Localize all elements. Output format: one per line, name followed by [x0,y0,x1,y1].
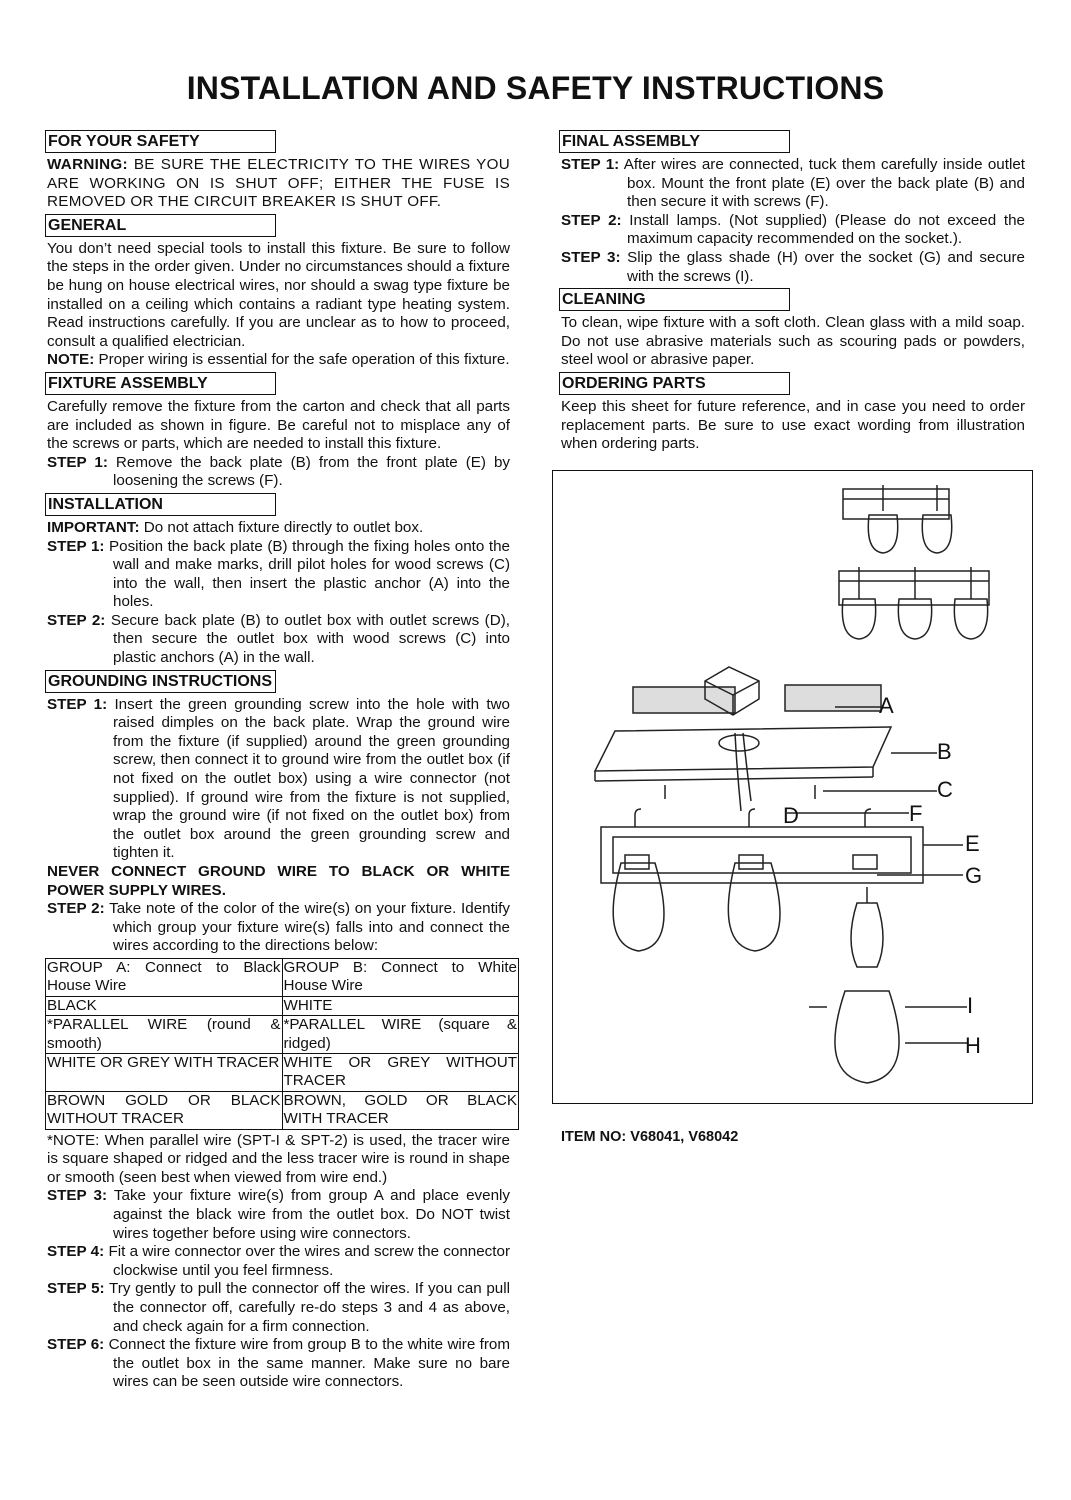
section-heading-installation: INSTALLATION [45,493,276,516]
table-cell: *PARALLEL WIRE (square & ridged) [283,1016,517,1052]
important-label: IMPORTANT: [47,518,140,536]
section-heading-cleaning: CLEANING [559,288,790,311]
step-text: Secure back plate (B) to outlet box with outlet screws (D), then secure the outlet box with wood screws (C) into plastic anchors (A) in the wall. [105,611,510,667]
warning-label: WARNING: [47,156,128,173]
section-heading-general: GENERAL [45,214,276,237]
table-cell: GROUP B: Connect to White House Wire [283,958,517,995]
label-g: G [965,863,983,888]
wire-group-table [45,958,519,1130]
page-title: INSTALLATION AND SAFETY INSTRUCTIONS [186,70,885,106]
grounding-step-4 [47,1243,510,1280]
step-label: STEP 1: [561,156,620,173]
note-text: Proper wiring is essential for the safe operation of this fixture. [94,351,510,369]
section-heading-safety: FOR YOUR SAFETY [45,130,276,153]
three-light-fixture-icon [839,567,989,639]
step-label: STEP 1: [47,537,105,555]
table-cell: BLACK [46,996,283,1015]
table-row [46,1016,519,1054]
bulb-icon [851,903,883,967]
table-cell: BROWN, GOLD OR BLACK WITH TRACER [283,1091,517,1128]
final-assembly-step-2 [561,212,1025,249]
warning-text: BE SURE THE ELECTRICITY TO THE WIRES YOU ARE WORKING ON IS SHUT OFF; EITHER THE FUSE IS REMOVED OR THE CIRCUIT BREAKER IS SHUT OFF. [47,156,510,211]
installation-step-2 [47,612,510,668]
step-label: STEP 5: [47,1280,105,1298]
step-label: STEP 4: [47,1243,105,1261]
grounding-step-2 [47,900,510,956]
important-text: Do not attach fixture directly to outlet box. [139,518,424,536]
grounding-never-warning: NEVER CONNECT GROUND WIRE TO BLACK OR WHITE POWER SUPPLY WIRES. [47,863,510,899]
table-row [46,996,519,1015]
step-text: Install lamps. (Not supplied) (Please do not exceed the maximum capacity recommended on the socket.). [621,211,1025,248]
label-b: B [937,739,952,764]
table-cell: WHITE OR GREY WITHOUT TRACER [283,1054,517,1090]
step-text: After wires are connected, tuck them carefully inside outlet box. Mount the front plate (E) over the back plate (B) and then secure it with screws (F). [619,156,1025,211]
label-d: D [783,803,799,828]
installation-important [47,519,510,538]
cleaning-text: To clean, wipe fixture with a soft cloth. Clean glass with a mild soap. Do not use abrasive materials such as scouring pads or powders, steel wool or abrasive paper. [561,314,1025,369]
section-heading-ordering: ORDERING PARTS [559,372,790,395]
label-a: A [879,693,894,718]
section-heading-grounding: GROUNDING INSTRUCTIONS [45,670,276,693]
general-note [47,351,510,370]
two-light-fixture-icon [843,485,952,553]
step-text: Connect the fixture wire from group B to the white wire from the outlet box in the same manner. Make sure no bare wires can be seen outside wire connectors. [104,1336,511,1391]
table-cell: BROWN GOLD OR BLACK WITHOUT TRACER [47,1091,281,1128]
step-text: Take your fixture wire(s) from group A and place evenly against the black wire from the outlet box. Do NOT twist wires together before using wire connectors. [107,1187,510,1242]
step-label: STEP 3: [561,248,621,266]
table-note: *NOTE: When parallel wire (SPT-I & SPT-2) is used, the tracer wire is square shaped or ridged and the less tracer wire is round in shape or smooth (seen best when viewed from wire end.) [47,1131,510,1186]
step-label: STEP 2: [561,211,622,229]
grounding-step-1 [47,696,510,863]
table-row [46,958,519,996]
section-heading-final-assembly: FINAL ASSEMBLY [559,130,790,153]
installation-step-1 [47,538,510,612]
item-number: ITEM NO: V68041, V68042 [561,1129,739,1145]
right-column [559,128,1025,454]
step-label: STEP 3: [47,1187,108,1205]
label-h: H [965,1033,981,1058]
exploded-view-diagram [552,470,1033,1104]
table-row [46,1054,519,1092]
fixture-assembly-text: Carefully remove the fixture from the carton and check that all parts are included as shown in figure. Be careful not to misplace any of the screws or parts, which are needed to install this fixture. [47,397,510,453]
table-row [46,1091,519,1129]
grounding-step-6 [47,1336,510,1392]
fixture-assembly-step-1 [47,454,510,491]
note-label: NOTE: [47,351,95,369]
step-text: Take note of the color of the wire(s) on your fixture. Identify which group your fixture wire(s) falls into and connect the wires according to the directions below: [104,900,510,955]
table-cell: GROUP A: Connect to Black House Wire [47,958,281,995]
step-text: Slip the glass shade (H) over the socket (G) and secure with the screws (I). [620,248,1025,285]
step-label: STEP 2: [47,900,105,918]
safety-warning [47,156,510,212]
final-assembly-step-3 [561,249,1025,286]
glass-shade-icon [728,863,780,951]
left-column [45,128,517,1392]
step-label: STEP 1: [47,695,108,713]
table-cell: WHITE [282,996,519,1015]
section-heading-fixture-assembly: FIXTURE ASSEMBLY [45,372,276,395]
ordering-text: Keep this sheet for future reference, and in case you need to order replacement parts. Be sure to use exact wording from illustration when ordering parts. [561,397,1025,453]
step-text: Remove the back plate (B) from the front plate (E) by loosening the screws (F). [107,453,510,490]
grounding-step-3 [47,1187,510,1243]
step-label: STEP 6: [47,1336,105,1354]
label-c: C [937,777,953,802]
label-e: E [965,831,980,856]
glass-shade-icon [613,863,664,951]
fixture-illustration [553,471,1031,1102]
step-text: Fit a wire connector over the wires and screw the connector clockwise until you feel firmness. [104,1243,511,1279]
step-text: Insert the green grounding screw into the hole with two raised dimples on the back plate. Wrap the ground wire from the fixture (if supplied) around the green grounding screw, then connect it to ground wire from the outlet box (if not fixed on the outlet box) using a wire connector (not supplied). If ground wire from the fixture is not supplied, wrap the ground wire (if not fixed on the outlet box) from the outlet box around the green grounding screw and tighten it. [107,695,510,862]
step-text: Position the back plate (B) through the fixing holes onto the wall and make marks, drill pilot holes for wood screws (C) into the wall, then insert the plastic anchor (A) into the holes. [104,537,510,611]
step-label: STEP 1: [47,453,108,471]
table-cell: *PARALLEL WIRE (round & smooth) [47,1016,281,1052]
table-cell: WHITE OR GREY WITH TRACER [46,1054,283,1092]
grounding-step-5 [47,1280,510,1336]
label-i: I [967,993,974,1018]
glass-shade-icon [835,991,899,1083]
step-text: Try gently to pull the connector off the wires. If you can pull the connector off, carefully re-do steps 3 and 4 as above, and check again for a firm connection. [104,1280,510,1335]
general-text: You don’t need special tools to install this fixture. Be sure to follow the steps in the order given. Under no circumstances should a fixture be hung on house electrical wires, nor should a swag type fixture be installed on a ceiling which contains a radiant type heating system. Read instructions carefully. If you are unclear as to how to proceed, consult a qualified electrician. [47,239,510,350]
step-label: STEP 2: [47,611,106,629]
final-assembly-step-1 [561,156,1025,212]
label-f: F [909,801,923,826]
